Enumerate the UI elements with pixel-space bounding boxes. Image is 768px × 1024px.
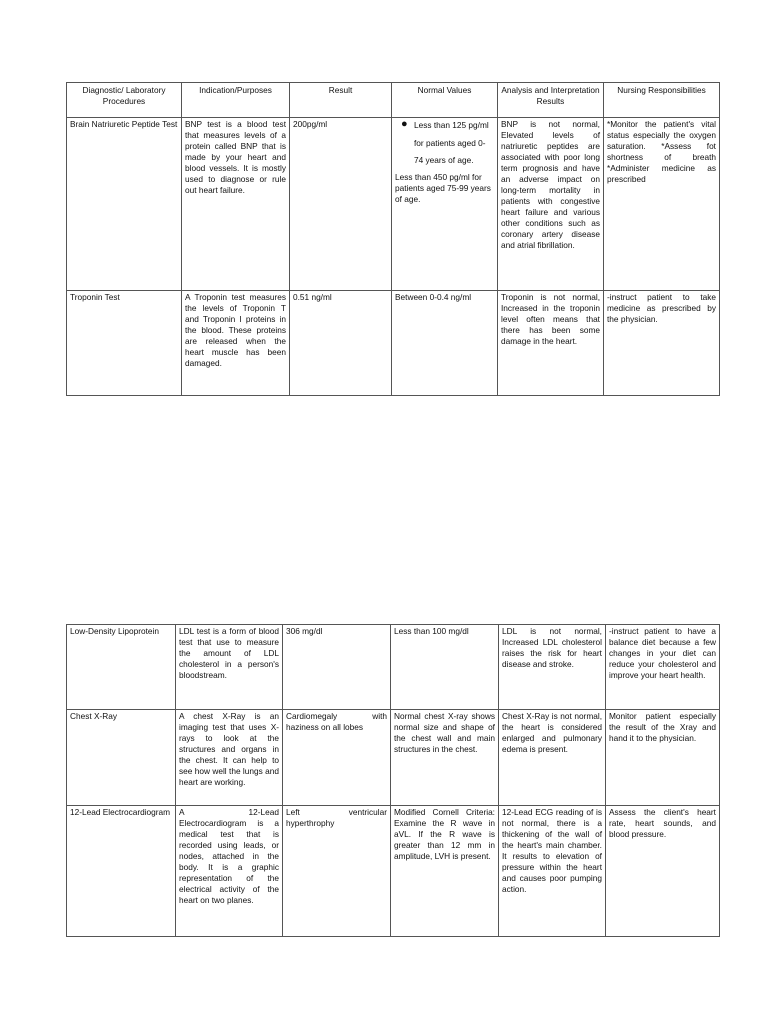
normal-values-cell: Modified Cornell Criteria: Examine the R wave in aVL. If the R wave is greater than 12 mm in amplitude, LVH is present.: [391, 806, 499, 937]
bullet-list-item: [395, 119, 494, 170]
analysis-cell: Chest X-Ray is not normal, the heart is considered enlarged and pulmonary edema is present.: [499, 710, 606, 806]
indication-cell: LDL test is a form of blood test that use to measure the amount of LDL cholesterol in a person's bloodstream.: [176, 625, 283, 710]
table-row: [67, 291, 720, 396]
normal-values-cell: [392, 118, 498, 291]
result-cell: 200pg/ml: [290, 118, 392, 291]
nursing-cell: -instruct patient to take medicine as prescribed by the physician.: [604, 291, 720, 396]
normal-values-cell: Normal chest X-ray shows normal size and shape of the chest wall and main structures in the chest.: [391, 710, 499, 806]
normal-values-cell: Less than 100 mg/dl: [391, 625, 499, 710]
analysis-cell: BNP is not normal, Elevated levels of natriuretic peptides are associated with poor long term prognosis and have an adverse impact on long-term mortality in patients with congestive heart failure and various other conditions such as coronary artery disease and atrial fibrillation.: [498, 118, 604, 291]
table-row: [67, 118, 720, 291]
indication-cell: A 12-Lead Electrocardiogram is a medical test that is recorded using leads, or nodes, attached in the body. It is a graphic representation of the electrical activity of the heart on two planes.: [176, 806, 283, 937]
header-indication: Indication/Purposes: [182, 83, 290, 118]
analysis-cell: 12-Lead ECG reading of is not normal, there is a thickening of the wall of the heart's main chamber. It results to elevation of pressure within the heart and causes poor pumping action.: [499, 806, 606, 937]
indication-cell: BNP test is a blood test that measures levels of a protein called BNP that is made by your heart and blood vessels. It is mostly used to diagnose or rule out heart failure.: [182, 118, 290, 291]
nursing-cell: Assess the client's heart rate, heart sounds, and blood pressure.: [606, 806, 720, 937]
diagnostic-table-top: [66, 82, 720, 396]
diagnostic-table-bottom: [66, 624, 720, 937]
procedure-cell: 12-Lead Electrocardiogram: [67, 806, 176, 937]
header-procedures: Diagnostic/ Laboratory Procedures: [67, 83, 182, 118]
header-result: Result: [290, 83, 392, 118]
header-nursing: Nursing Responsibilities: [604, 83, 720, 118]
nursing-cell: *Monitor the patient's vital status especially the oxygen saturation. *Assess fot shortness of breath *Administer medicine as prescribed: [604, 118, 720, 291]
nursing-cell: Monitor patient especially the result of the Xray and hand it to the physician.: [606, 710, 720, 806]
header-normal-values: Normal Values: [392, 83, 498, 118]
procedure-cell: Troponin Test: [67, 291, 182, 396]
normal-values-cell: Between 0-0.4 ng/ml: [392, 291, 498, 396]
procedure-cell: Brain Natriuretic Peptide Test: [67, 118, 182, 291]
analysis-cell: LDL is not normal, Increased LDL cholesterol raises the risk for heart disease and stroke.: [499, 625, 606, 710]
header-analysis: Analysis and Interpretation Results: [498, 83, 604, 118]
indication-cell: A chest X-Ray is an imaging test that uses X-rays to look at the structures and organs in the chest. It can help to see how well the lungs and heart are working.: [176, 710, 283, 806]
table-header-row: [67, 83, 720, 118]
normal-value-bullet-text: Less than 125 pg/ml for patients aged 0-74 years of age.: [414, 120, 489, 165]
bullet-icon: ●: [401, 118, 408, 130]
result-cell: 306 mg/dl: [283, 625, 391, 710]
procedure-cell: Low-Density Lipoprotein: [67, 625, 176, 710]
result-cell: 0.51 ng/ml: [290, 291, 392, 396]
nursing-cell: -instruct patient to have a balance diet because a few changes in your diet can reduce your cholesterol and improve your heart health.: [606, 625, 720, 710]
table-row: [67, 625, 720, 710]
normal-value-extra-text: Less than 450 pg/ml for patients aged 75-99 years of age.: [395, 171, 491, 204]
indication-cell: A Troponin test measures the levels of Troponin T and Troponin I proteins in the blood. These proteins are released when the heart muscle has been damaged.: [182, 291, 290, 396]
result-cell: Left ventricular hyperthrophy: [283, 806, 391, 937]
table-row: [67, 806, 720, 937]
procedure-cell: Chest X-Ray: [67, 710, 176, 806]
analysis-cell: Troponin is not normal, Increased in the troponin level often means that there has been some damage in the heart.: [498, 291, 604, 396]
result-cell: Cardiomegaly with haziness on all lobes: [283, 710, 391, 806]
table-row: [67, 710, 720, 806]
